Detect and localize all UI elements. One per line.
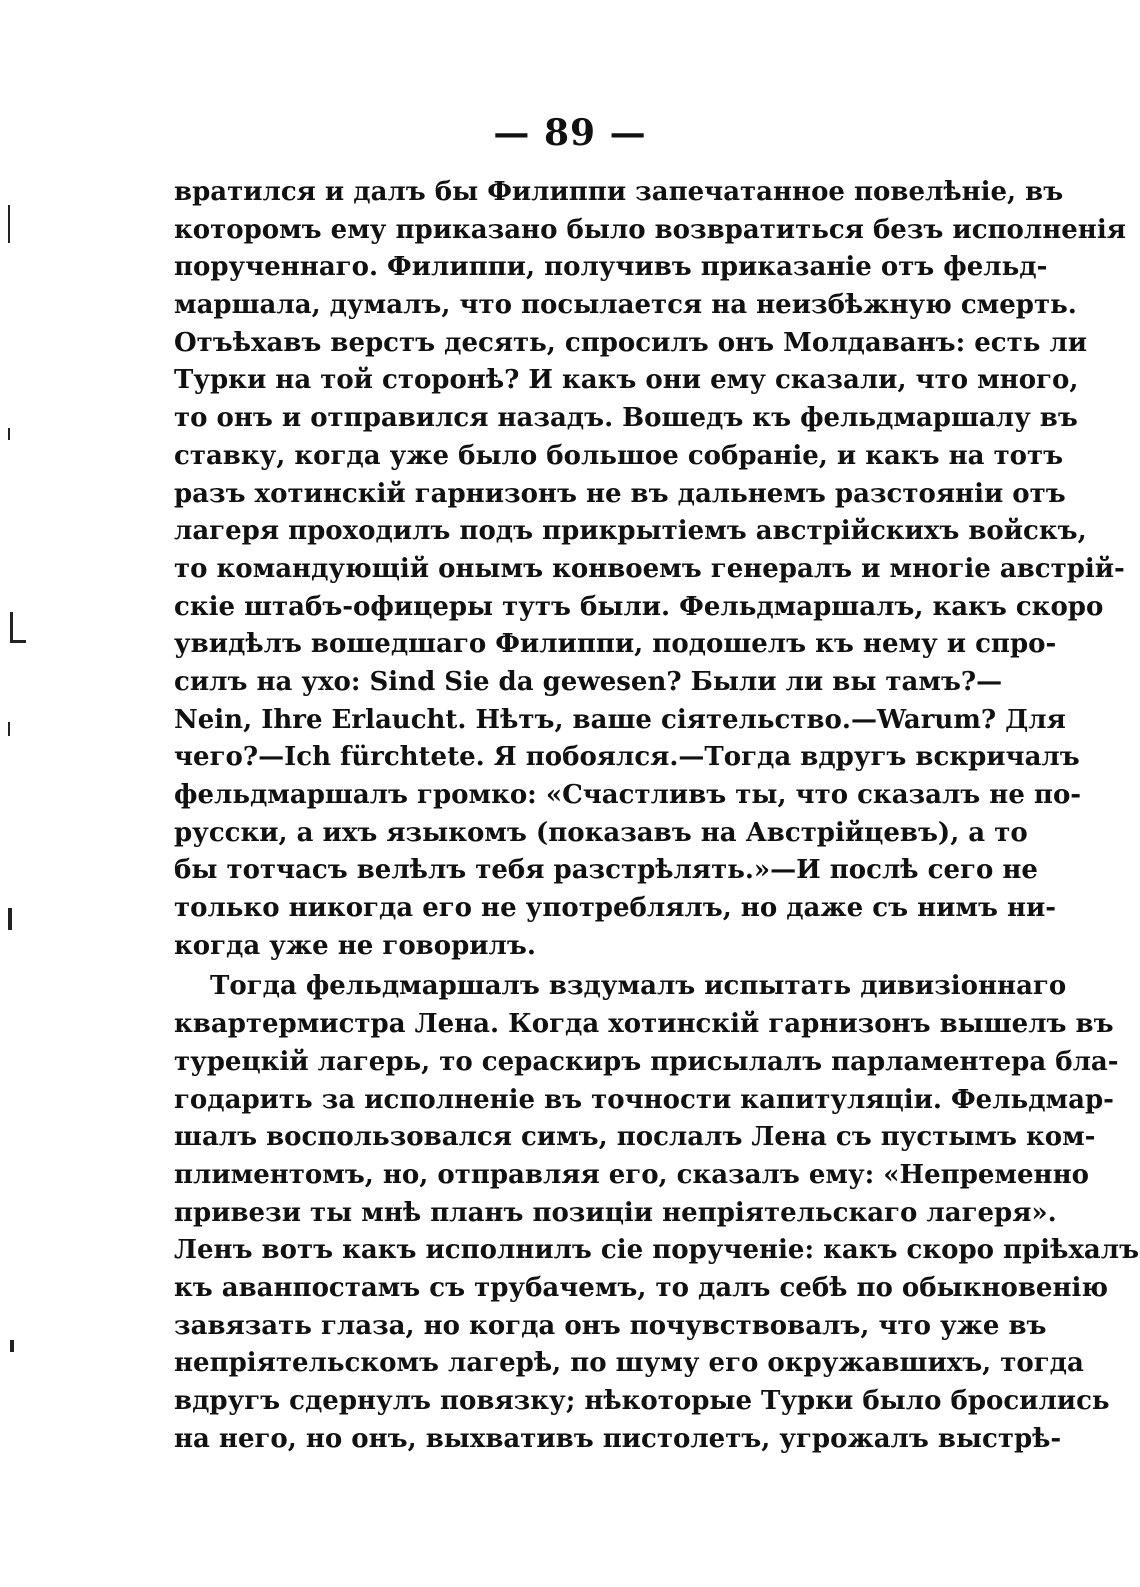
text-line: фельдмаршалъ громко: «Счастливъ ты, что сказалъ не по- bbox=[174, 780, 1082, 810]
body-text bbox=[174, 174, 1140, 1458]
scan-mark bbox=[8, 205, 10, 243]
page-number: — 89 — bbox=[493, 112, 647, 154]
paragraph-1 bbox=[174, 174, 1126, 965]
text-line: турецкій лагерь, то сераскиръ присылалъ парламентера бла- bbox=[174, 1046, 1119, 1077]
scan-mark bbox=[10, 1340, 14, 1352]
text-line: вратился и далъ бы Филиппи запечатанное повелѣніе, въ bbox=[174, 177, 1064, 207]
scan-mark bbox=[8, 722, 10, 736]
text-line: Nein, Ihre Erlaucht. Нѣтъ, ваше сіятельство.—Warum? Для bbox=[174, 704, 1066, 735]
text-line: бы тотчасъ велѣлъ тебя разстрѣлять.»—И послѣ сего не bbox=[174, 855, 1038, 886]
text-line: ставку, когда уже было большое собраніе, и какъ на тотъ bbox=[174, 440, 1064, 471]
text-line: Турки на той сторонѣ? И какъ они ему сказали, что много, bbox=[174, 365, 1079, 396]
text-line: чего?—Ich fürchtete. Я побоялся.—Тогда вдругъ вскричалъ bbox=[174, 742, 1080, 773]
text-line: привези ты мнѣ планъ позиціи непріятельскаго лагеря». bbox=[174, 1197, 1057, 1228]
scan-mark bbox=[8, 908, 12, 930]
text-line: силъ на ухо: Sind Sie da gewesen? Были ли вы тамъ?— bbox=[174, 666, 1003, 697]
text-line: къ аванпостамъ съ трубачемъ, то далъ себѣ по обыкновенію bbox=[174, 1272, 1109, 1303]
text-line: маршала, думалъ, что посылается на неизбѣжную смерть. bbox=[174, 290, 1077, 321]
text-line: Тогда фельдмаршалъ вздумалъ испытать дивизіоннаго bbox=[210, 971, 1067, 1002]
text-line: порученнаго. Филиппи, получивъ приказаніе отъ фельд- bbox=[174, 252, 1048, 283]
text-line: Ленъ вотъ какъ исполнилъ сіе порученіе: какъ скоро пріѣхалъ bbox=[174, 1235, 1140, 1266]
text-line: только никогда его не употреблялъ, но даже съ нимъ ни- bbox=[174, 893, 1057, 924]
scan-mark bbox=[10, 612, 13, 642]
text-line: увидѣлъ вошедшаго Филиппи, подошелъ къ нему и спро- bbox=[174, 629, 1057, 660]
text-line: квартермистра Лена. Когда хотинскій гарнизонъ вышелъ въ bbox=[174, 1009, 1114, 1040]
text-line: годарить за исполненіе въ точности капитуляціи. Фельдмар- bbox=[174, 1084, 1114, 1115]
text-line: когда уже не говорилъ. bbox=[174, 930, 536, 961]
text-line: то командующій онымъ конвоемъ генералъ и многіе австрій- bbox=[174, 553, 1125, 584]
text-line: лагеря проходилъ подъ прикрытіемъ австрійскихъ войскъ, bbox=[174, 516, 1087, 547]
text-line: разъ хотинскій гарнизонъ не въ дальнемъ разстояніи отъ bbox=[174, 478, 1066, 509]
scan-mark bbox=[10, 640, 26, 643]
text-line: завязать глаза, но когда онъ почувствовалъ, что уже въ bbox=[174, 1310, 1047, 1341]
text-line: которомъ ему приказано было возвратиться безъ исполненія bbox=[174, 214, 1126, 245]
text-line: скіе штабъ-офицеры тутъ были. Фельдмаршалъ, какъ скоро bbox=[174, 591, 1104, 622]
text-line: шалъ воспользовался симъ, послалъ Лена съ пустымъ ком- bbox=[174, 1122, 1096, 1153]
text-line: на него, но онъ, выхвативъ пистолетъ, угрожалъ выстрѣ- bbox=[174, 1423, 1062, 1454]
text-line: плиментомъ, но, отправляя его, сказалъ ему: «Непременно bbox=[174, 1159, 1089, 1190]
text-line: то онъ и отправился назадъ. Вошедъ къ фельдмаршалу въ bbox=[174, 403, 1078, 434]
text-line: Отъѣхавъ верстъ десять, спросилъ онъ Молдаванъ: есть ли bbox=[174, 327, 1088, 358]
text-line: непріятельскомъ лагерѣ, по шуму его окружавшихъ, тогда bbox=[174, 1348, 1084, 1379]
paragraph-2 bbox=[174, 968, 1140, 1458]
text-line: русски, а ихъ языкомъ (показавъ на Австрійцевъ), а то bbox=[174, 817, 1028, 848]
scan-mark bbox=[8, 428, 10, 440]
text-line: вдругъ сдернулъ повязку; нѣкоторые Турки было бросились bbox=[174, 1386, 1110, 1416]
